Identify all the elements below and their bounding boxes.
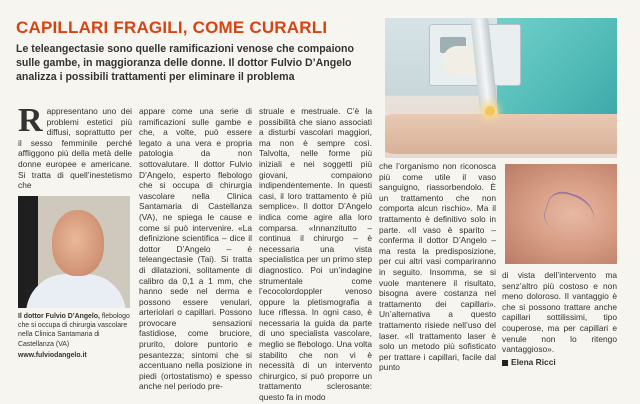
author-signature <box>502 357 617 368</box>
drop-cap: R <box>18 102 43 139</box>
doctor-portrait-photo <box>18 196 130 308</box>
photo-caption <box>18 312 132 360</box>
capillaries-closeup-photo <box>505 164 617 264</box>
article-column-2: appare come una serie di ramificazioni sulle gambe e che, a volte, può essere legato a una vera e propria patologia da non sottovalutare. Il dottor Fulvio D’Angelo, esperto flebologo che si occupa di chirurgia vascolare nella Clinica Santamaria di Castellanza (VA), ne spiega le cause e come si può intervenire. «La definizione scientifica – dice il dottor D’Angelo – è teleangectasie (Tai). Si tratta di dilatazioni, solitamente di calibro da 0,1 a 1 mm, che hanno sede nel derma e possono essere venulari, arteriolari o capillari. Possono provocare sensazioni fastidiose, come bruciore, prurito, dolore puntorio e pesantezza; sintomi che si accentuano nella posizione in piedi (ortostatismo) e spesso anche nel periodo pre- <box>139 106 252 392</box>
laser-treatment-photo <box>385 18 617 158</box>
square-bullet-icon <box>502 360 508 366</box>
author-name: Elena Ricci <box>511 356 556 367</box>
column-1-text: appresentano uno dei problemi estetici più diffusi, soprattutto per il sesso femminile perché affliggono più della metà delle donne europee e americane. Si tratta di quell’inestetismo che <box>18 106 132 191</box>
caption-name: Il dottor Fulvio D’Angelo, <box>18 313 100 320</box>
article-standfirst: Le teleangectasie sono quelle ramificazioni venose che compaiono sulle gambe, in maggioranza delle donne. Il dottor Fulvio D’Angelo analizza i possibili trattamenti per eliminare il problema <box>16 43 354 83</box>
article-title: CAPILLARI FRAGILI, COME CURARLI <box>16 18 328 37</box>
article-column-1 <box>18 102 132 191</box>
caption-website: www.fulviodangelo.it <box>18 351 87 359</box>
article-column-5 <box>502 270 617 367</box>
article-column-4: che l’organismo non riconosca più come utile il vaso sanguigno, riassorbendolo. È un trattamento che non comporta alcun rischio». Ma il trattamento è definitivo solo in parte. «Il vaso è sparito – conferma il dottor D’Angelo – ma resta la predisposizione, per cui altri vasi compariranno in seguito. Insomma, se si vuole mantenere il risultato, bisogna avere costanza nel trattamento dei capillari». Un’alternativa a questo trattamento risiede nell’uso del laser. «Il trattamento laser è solo un metodo più sofisticato per trattare i capillari, facile dal punto <box>379 161 496 373</box>
caption-text: flebologo che si occupa di chirurgia vascolare nella Clinica Santamaria di Castellanza (VA) <box>18 313 130 348</box>
article-column-3: struale e mestruale. C’è la possibilità che siano associati a disturbi vascolari maggiori, ma non è sempre così. Talvolta, nelle forme più iniziali e nei soggetti più giovani, compaiono indipendentemente. In questi casi, il loro trattamento è più semplice». Il dottor D’Angelo indica come agire alla loro comparsa. «Innanzitutto – continua il chirurgo – è necessaria una vista specialistica per un primo step diagnostico. Poi un’indagine strumentale come l’ecocolordoppler venoso oppure la pletismografia a luce riflessa. In ogni caso, è necessaria la guida da parte di uno specialista vascolare, meglio se flebologo. Una volta stabilito che non vi è necessità di un intervento chirurgico, si può proporre un trattamento sclerosante: questo fa in modo <box>259 106 372 403</box>
column-5-text: di vista dell’intervento ma senz’altro più costoso e non meno doloroso. Il vantaggio è che si possono trattare anche capillari sottilissimi, tipo couperose, ma per capillari e venule non lo ritengo vantaggioso». <box>502 270 617 355</box>
